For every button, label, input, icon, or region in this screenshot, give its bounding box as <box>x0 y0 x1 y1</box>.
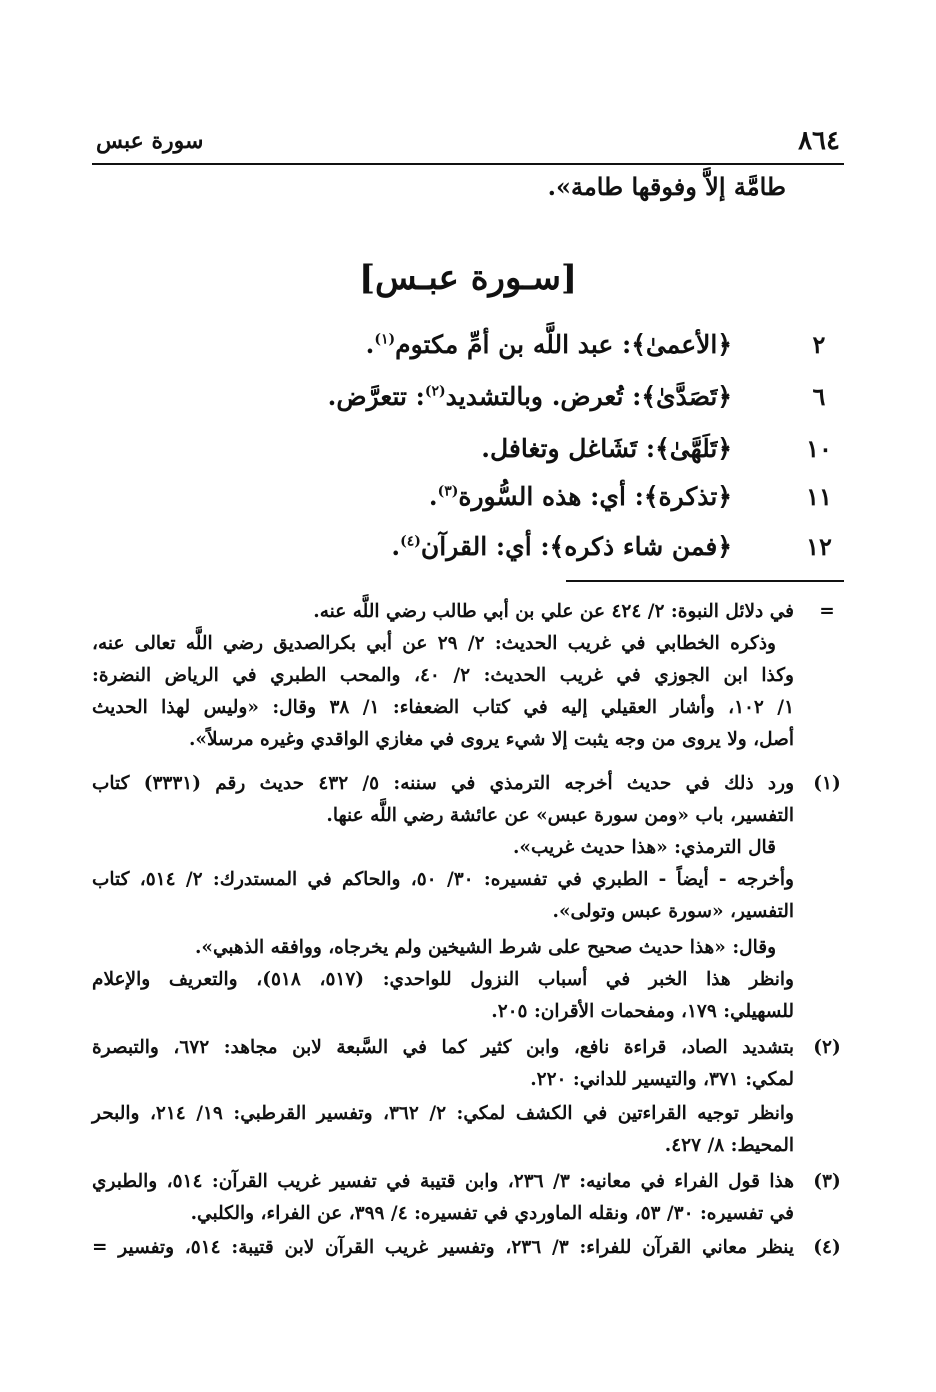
ayah-gloss-row <box>92 532 844 576</box>
footnote-line: ورد ذلك في حديث أخرجه الترمذي في سننه: ٥/ ٤٣٢ حديث رقم (٣٣٣١) كتاب <box>92 773 794 794</box>
footnote-line: لمكي: ٣٧١، والتيسير للداني: ٢٢٠. <box>530 1069 794 1090</box>
ayah-gloss-row <box>92 382 844 426</box>
footnote-1 <box>92 768 844 1028</box>
footnote-ref: (١) <box>374 331 396 348</box>
footnote-line: هذا قول الفراء في معانيه: ٣/ ٢٣٦، وابن قتيبة في تفسير غريب القرآن: ٥١٤، والطبري <box>92 1171 795 1192</box>
footnote-marker: (٣) <box>813 1171 841 1192</box>
ayah-gloss <box>429 482 732 511</box>
ayah-gloss <box>366 330 732 359</box>
gloss-tail: . <box>428 482 438 511</box>
header-rule <box>92 163 844 165</box>
ayah-gloss-row <box>92 434 844 478</box>
footnote-2 <box>92 1032 844 1166</box>
footnote-line: ينظر معاني القرآن للفراء: ٣/ ٢٣٦، وتفسير غريب القرآن لابن قتيبة: ٥١٤، وتفسير = <box>92 1237 795 1258</box>
footnote-line: في تفسيره: ٣٠/ ٥٣، ونقله الماوردي في تفسيره: ٤/ ٣٩٩، عن الفراء، والكلبي. <box>190 1203 794 1224</box>
ayah-number: ٦ <box>812 382 826 411</box>
running-title: سورة عبس <box>96 128 204 154</box>
footnote-rule <box>566 580 844 582</box>
ayah-gloss-row <box>92 482 844 526</box>
footnote-line: ١/ ١٠٢، وأشار العقيلي إليه في كتاب الضعفاء: ١/ ٣٨ وقال: «وليس لهذا الحديث <box>92 697 795 718</box>
gloss-text: ﴿تَلَهَّىٰ﴾: تَشَاغل وتغافل. <box>481 434 732 463</box>
ayah-number: ١٠ <box>806 434 832 463</box>
ayah-gloss <box>481 434 732 463</box>
gloss-text: ﴿تَصَدَّىٰ﴾: تُعرض. وبالتشديد <box>445 382 732 411</box>
continuation-line: طامَّة إلاَّ وفوقها طامة». <box>547 172 786 201</box>
gloss-tail: . <box>391 532 401 561</box>
footnote-ref: (٢) <box>424 383 446 400</box>
footnote-ref: (٤) <box>400 533 421 550</box>
footnote-line: التفسير، «سورة عبس وتولى». <box>552 901 794 922</box>
footnote-marker: (١) <box>813 773 841 794</box>
page-number: ٨٦٤ <box>798 126 840 156</box>
footnote-marker: (٤) <box>813 1237 841 1258</box>
gloss-text: ﴿الأعمىٰ﴾: عبد اللَّه بن أمِّ مكتوم <box>395 330 732 359</box>
ayah-number: ١١ <box>806 482 832 511</box>
footnote-marker: (٢) <box>813 1037 841 1058</box>
footnote-line: وانظر هذا الخبر في أسباب النزول للواحدي: (٥١٧، ٥١٨)، والتعريف والإعلام <box>92 969 794 990</box>
footnote-line: أصل، ولا يروى من وجه يثبت إلا شيء يروى في مغازي الواقدي وغيره مرسلاً». <box>188 729 794 750</box>
gloss-text: ﴿فمن شاء ذكره﴾: أي: القرآن <box>420 532 732 561</box>
gloss-tail: : تتعرَّض. <box>327 382 425 411</box>
continuation-marker: = <box>819 601 835 622</box>
footnote-continued <box>92 596 844 766</box>
surah-title: [سـورة عبـس] <box>358 258 578 298</box>
footnote-line: وذكره الخطابي في غريب الحديث: ٢/ ٢٩ عن أبي بكرالصديق رضي اللَّه تعالى عنه، <box>92 633 776 654</box>
ayah-gloss-row <box>92 330 844 374</box>
gloss-text: ﴿تذكرة﴾: أي: هذه السُّورة <box>458 482 732 511</box>
footnote-line: وانظر توجيه القراءتين في الكشف لمكي: ٢/ ٣٦٢، وتفسير القرطبي: ١٩/ ٢١٤، والبحر <box>92 1103 794 1124</box>
footnote-line: وأخرجه - أيضاً - الطبري في تفسيره: ٣٠/ ٥٠، والحاكم في المستدرك: ٢/ ٥١٤، كتاب <box>92 869 794 890</box>
footnote-line: وكذا ابن الجوزي في غريب الحديث: ٢/ ٤٠، والمحب الطبري في الرياض النضرة: <box>92 665 794 686</box>
footnote-3 <box>92 1166 844 1232</box>
footnote-line: وقال: «هذا حديث صحيح على شرط الشيخين ولم يخرجاه، ووافقه الذهبي». <box>194 937 776 958</box>
footnote-line: بتشديد الصاد، قراءة نافع، وابن كثير كما في السَّبعة لابن مجاهد: ٦٧٢، والتبصرة <box>92 1037 794 1058</box>
footnote-4 <box>92 1232 844 1266</box>
footnote-line: التفسير، باب «ومن سورة عبس» عن عائشة رضي اللَّه عنها. <box>326 805 794 826</box>
footnote-line: المحيط: ٨/ ٤٢٧. <box>664 1135 794 1156</box>
ayah-number: ٢ <box>812 330 826 359</box>
footnote-ref: (٣) <box>437 483 459 500</box>
ayah-number: ١٢ <box>806 532 832 561</box>
ayah-gloss <box>391 532 732 561</box>
gloss-tail: . <box>365 330 375 359</box>
footnote-line: في دلائل النبوة: ٢/ ٤٢٤ عن علي بن أبي طالب رضي اللَّه عنه. <box>313 601 794 622</box>
footnote-line: قال الترمذي: «هذا حديث غريب». <box>512 837 776 858</box>
footnote-line: للسهيلي: ١٧٩، ومفحمات الأقران: ٢٠٥. <box>491 1001 794 1022</box>
ayah-gloss <box>328 382 732 411</box>
